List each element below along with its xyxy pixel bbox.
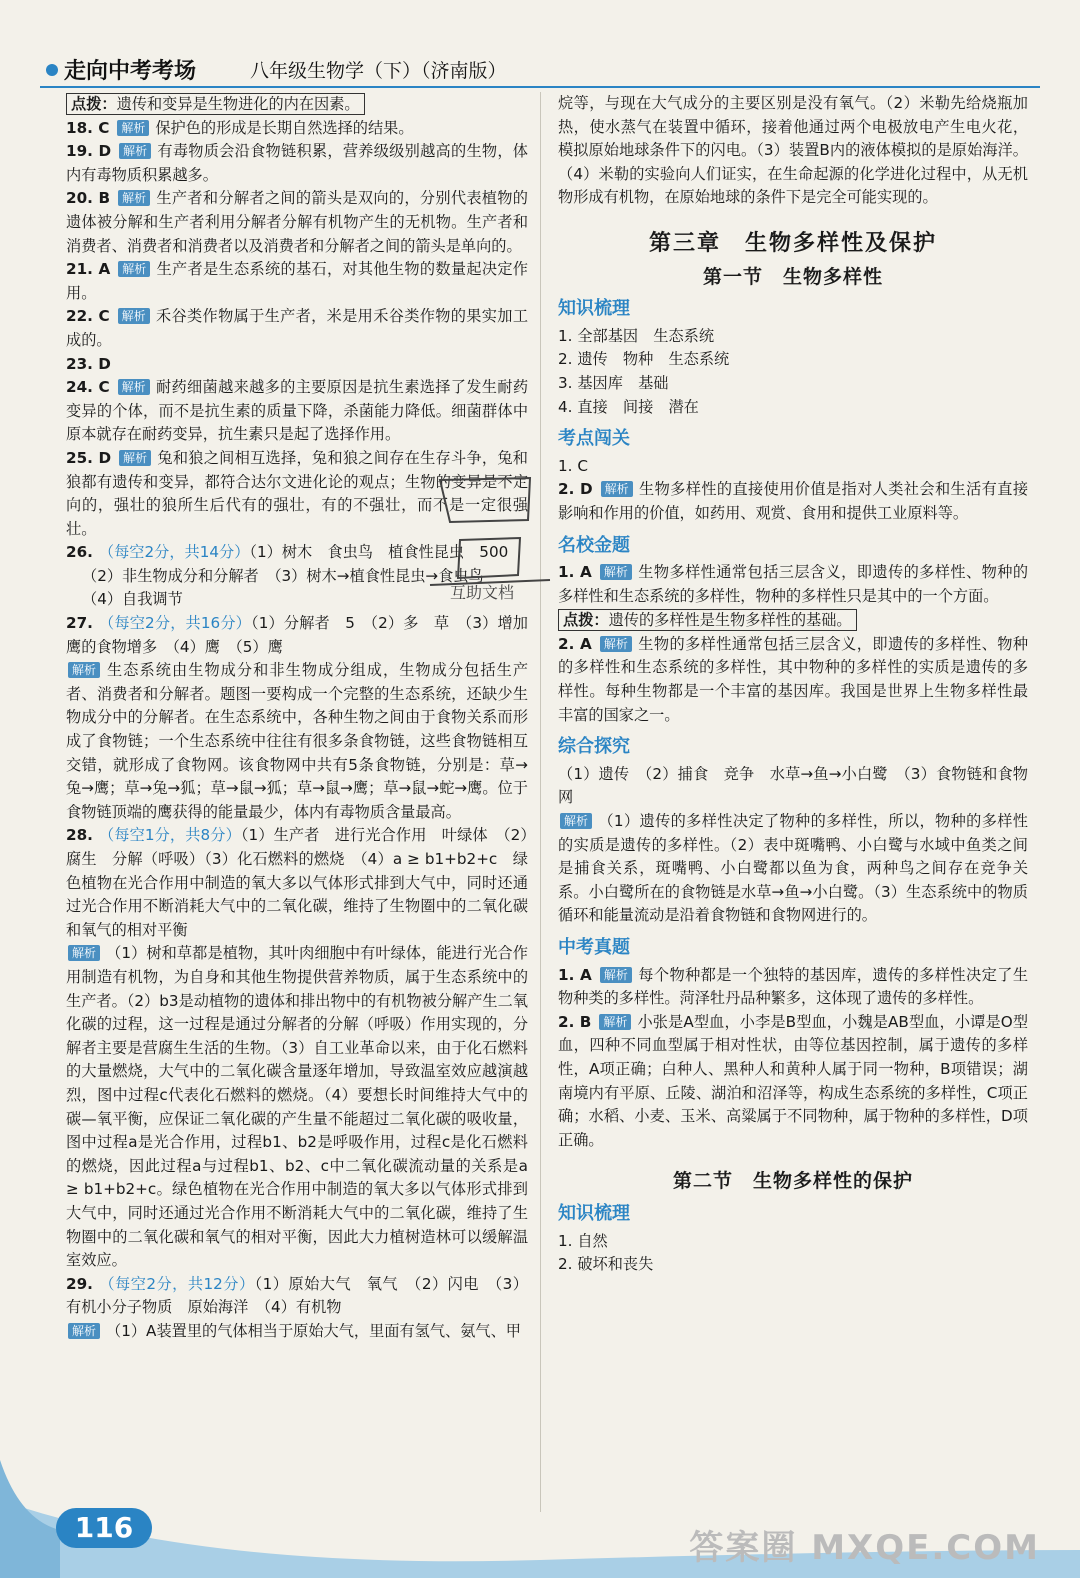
header-dot bbox=[46, 64, 58, 76]
handwritten-stamp bbox=[420, 460, 560, 600]
tip-box: 点拨：遗传和变异是生物进化的内在因素。 bbox=[66, 93, 365, 115]
comprehensive-explain: 解析 （1）遗传的多样性决定了物种的多样性，所以，物种的多样性的实质是遗传的多样性。（2）表中斑嘴鸭、小白鹭与水域中鱼类之间是捕食关系，斑嘴鸭、小白鹭都以鱼为食，两种鸟之间存在竞争关系。小白鹭所在的食物链是水草→鱼→小白鹭。（3）生态系统中的物质循环和能量流动是沿着食物链和食物网进行的。 bbox=[558, 812, 1028, 925]
page-number: 116 bbox=[56, 1508, 152, 1548]
knowledge-2: 2. 遗传 物种 生态系统 bbox=[558, 350, 730, 369]
section-title-2: 第二节 生物多样性的保护 bbox=[672, 1170, 913, 1193]
page-header bbox=[40, 52, 1040, 88]
famous-1: 1. A 解析 生物多样性通常包括三层含义，即遗传的多样性、物种的多样性和生态系统的多样性，物种的多样性只是其中的一个方面。 bbox=[558, 563, 1029, 605]
header-brand: 走向中考考场 bbox=[64, 59, 197, 84]
answer-25: 25. D 解析 兔和狼之间相互选择，兔和狼之间存在生存斗争，兔和狼都有遗传和变异，都符合达尔文进化论的观点；生物的变异是不定向的，强壮的狼所生后代有的强壮，有的不强壮，而不是一定很强壮。 bbox=[66, 448, 528, 538]
right-column bbox=[558, 92, 1028, 1277]
knowledge2-1: 1. 自然 bbox=[558, 1231, 608, 1250]
column-divider bbox=[540, 92, 541, 1512]
answer-21: 21. A 解析 生产者是生态系统的基石，对其他生物的数量起决定作用。 bbox=[66, 260, 528, 302]
watermark: 答案圈 MXQE.COM bbox=[689, 1528, 1040, 1568]
checkpoint-2: 2. D 解析 生物多样性的直接使用价值是指对人类社会和生活有直接影响和作用的价值，如药用、观赏、食用和提供工业原料等。 bbox=[558, 480, 1029, 522]
knowledge-1: 1. 全部基因 生态系统 bbox=[558, 326, 715, 345]
heading-exam: 中考真题 bbox=[558, 937, 630, 958]
knowledge-3: 3. 基因库 基础 bbox=[558, 373, 669, 392]
left-column bbox=[66, 92, 544, 1343]
heading-famous-school: 名校金题 bbox=[558, 534, 630, 556]
stamp-text: 互助文档 bbox=[450, 583, 515, 600]
answer-29-continued: 烷等，与现在大气成分的主要区别是没有氧气。（2）米勒先给烧瓶加热，使水蒸气在装置中循环，接着他通过两个电极放电产生电火花，模拟原始地球条件下的闪电。（3）装置B内的液体模拟的是原始海洋。（4）米勒的实验向人们证实，在生命起源的化学进化过程中，从无机物形成有机物，在原始地球的条件下是完全可能实现的。 bbox=[558, 94, 1028, 207]
answer-29-explain: 解析 （1）A装置里的气体相当于原始大气，里面有氢气、氨气、甲 bbox=[66, 1320, 528, 1344]
header-subtitle: 八年级生物学（下）（济南版） bbox=[250, 60, 507, 82]
section-title-1: 第一节 生物多样性 bbox=[702, 265, 883, 288]
answer-29: 29. （每空2分，共12分）（1）原始大气 氧气 （2）闪电 （3）有机小分子物质 原始海洋 （4）有机物 bbox=[66, 1274, 528, 1317]
checkpoint-1: 1. C bbox=[558, 456, 588, 475]
answer-22: 22. C 解析 禾谷类作物属于生产者，米是用禾谷类作物的果实加工成的。 bbox=[66, 307, 529, 349]
knowledge-4: 4. 直接 间接 潜在 bbox=[558, 397, 699, 416]
heading-comprehensive: 综合探究 bbox=[558, 736, 630, 758]
chapter-title: 第三章 生物多样性及保护 bbox=[648, 230, 937, 256]
answer-18: 18. C 解析 保护色的形成是长期自然选择的结果。 bbox=[66, 118, 414, 137]
answer-20: 20. B 解析 生产者和分解者之间的箭头是双向的，分别代表植物的遗体被分解和生产者利用分解者分解有机物产生的无机物。生产者和消费者、消费者和消费者以及消费者和分解者之间的箭头是单向的。 bbox=[66, 189, 528, 255]
answer-26-line3: （4）自我调节 bbox=[82, 590, 183, 609]
answer-26: 26. （每空2分，共14分）（1）树木 食虫鸟 植食性昆虫 500 bbox=[66, 543, 509, 562]
answer-19: 19. D 解析 有毒物质会沿食物链积累，营养级级别越高的生物，体内有毒物质积累越多。 bbox=[66, 142, 528, 184]
answer-27: 27. （每空2分，共16分）（1）分解者 5 （2）多 草 （3）增加 鹰的食物增多 （4）鹰 （5）鹰 bbox=[66, 614, 544, 656]
answer-24: 24. C 解析 耐药细菌越来越多的主要原因是抗生素选择了发生耐药变异的个体，而不是抗生素的质量下降，杀菌能力降低。细菌群体中原本就存在耐药变异，抗生素只是起了选择作用。 bbox=[66, 378, 529, 444]
comprehensive-answer: （1）遗传 （2）捕食 竞争 水草→鱼→小白鹭 （3）食物链和食物网 bbox=[558, 764, 1028, 807]
exam-2: 2. B 解析 小张是A型血，小李是B型血，小魏是AB型血，小谭是O型血，四种不同血型属于相对性状，由等位基因控制，属于遗传的多样性，A项正确；白种人、黑种人和黄种人属于同一物种，B项错误；湖南境内有平原、丘陵、湖泊和沼泽等，构成生态系统的多样性，C项正确；水稻、小麦、玉米、高粱属于不同物种，属于物种的多样性，D项正确。 bbox=[558, 1012, 1029, 1149]
knowledge2-2: 2. 破坏和丧失 bbox=[558, 1255, 654, 1274]
answer-26-line2: （2）非生物成分和分解者 （3）树木→植食性昆虫→食虫鸟 bbox=[82, 566, 484, 585]
answer-28-explain: 解析 （1）树和草都是植物，其叶肉细胞中有叶绿体，能进行光合作用制造有机物，为自身和其他生物提供营养物质，属于生态系统中的生产者。（2）b3是动植物的遗体和排出物中的有机物被分解产生二氧化碳的过程，这一过程是通过分解者的分解（呼吸）作用实现的，分解者主要是营腐生生活的生物。（3）自工业革命以来，由于化石燃料的大量燃烧，大气中的二氧化碳含量逐年增加，导致温室效应越演越烈，图中过程c代表化石燃料的燃烧。（4）要想长时间维持大气中的碳—氧平衡，应保证二氧化碳的产生量不能超过二氧化碳的吸收量，图中过程a是光合作用，过程b1、b2是呼吸作用，过程c是化石燃料的燃烧，因此过程a与过程b1、b2、c中二氧化碳流动量的关系是a ≥ b1+b2+c。绿色植物在光合作用中制造的氧大多以气体形式排到大气中，同时还通过光合作用不断消耗大气中的二氧化碳，维持了生物圈中的二氧化碳和氧气的相对平衡，因此大力植树造林可以缓解温室效应。 bbox=[66, 944, 528, 1270]
heading-knowledge: 知识梳理 bbox=[558, 298, 630, 320]
famous-2: 2. A 解析 生物的多样性通常包括三层含义，即遗传的多样性、物种的多样性和生态系统的多样性，其中物种的多样性的实质是遗传的多样性。每种生物都是一个丰富的基因库。我国是世界上生物多样性最丰富的国家之一。 bbox=[558, 634, 1029, 724]
heading-checkpoint: 考点闯关 bbox=[558, 428, 630, 450]
answer-23: 23. D bbox=[66, 354, 111, 373]
tip-box-2: 点拨：遗传的多样性是生物多样性的基础。 bbox=[558, 609, 857, 631]
exam-1: 1. A 解析 每个物种都是一个独特的基因库，遗传的多样性决定了生物种类的多样性。菏泽牡丹品种繁多，这体现了遗传的多样性。 bbox=[558, 965, 1029, 1008]
answer-27-explain: 解析 生态系统由生物成分和非生物成分组成，生物成分包括生产者、消费者和分解者。题图一要构成一个完整的生态系统，还缺少生物成分中的分解者。在生态系统中，各种生物之间由于食物关系而形成了食物链；一个生态系统中往往有很多条食物链，这些食物链相互交错，就形成了食物网。该食物网中共有5条食物链，分别是：草→兔→鹰；草→兔→狐；草→鼠→狐；草→鼠→鹰；草→鼠→蛇→鹰。位于食物链顶端的鹰获得的能量最少，体内有毒物质含量最高。 bbox=[66, 661, 528, 821]
answer-28: 28. （每空1分，共8分）（1）生产者 进行光合作用 叶绿体 （2）腐生 分解（呼吸）（3）化石燃料的燃烧 （4）a ≥ b1+b2+c 绿色植物在光合作用中制造的氧大多以气体形式排到大气中，同时还通过光合作用不断消耗大气中的二氧化碳，维持了生物圈中的二氧化碳和氧气的相对平衡 bbox=[66, 826, 528, 939]
heading-knowledge-2: 知识梳理 bbox=[558, 1202, 630, 1224]
